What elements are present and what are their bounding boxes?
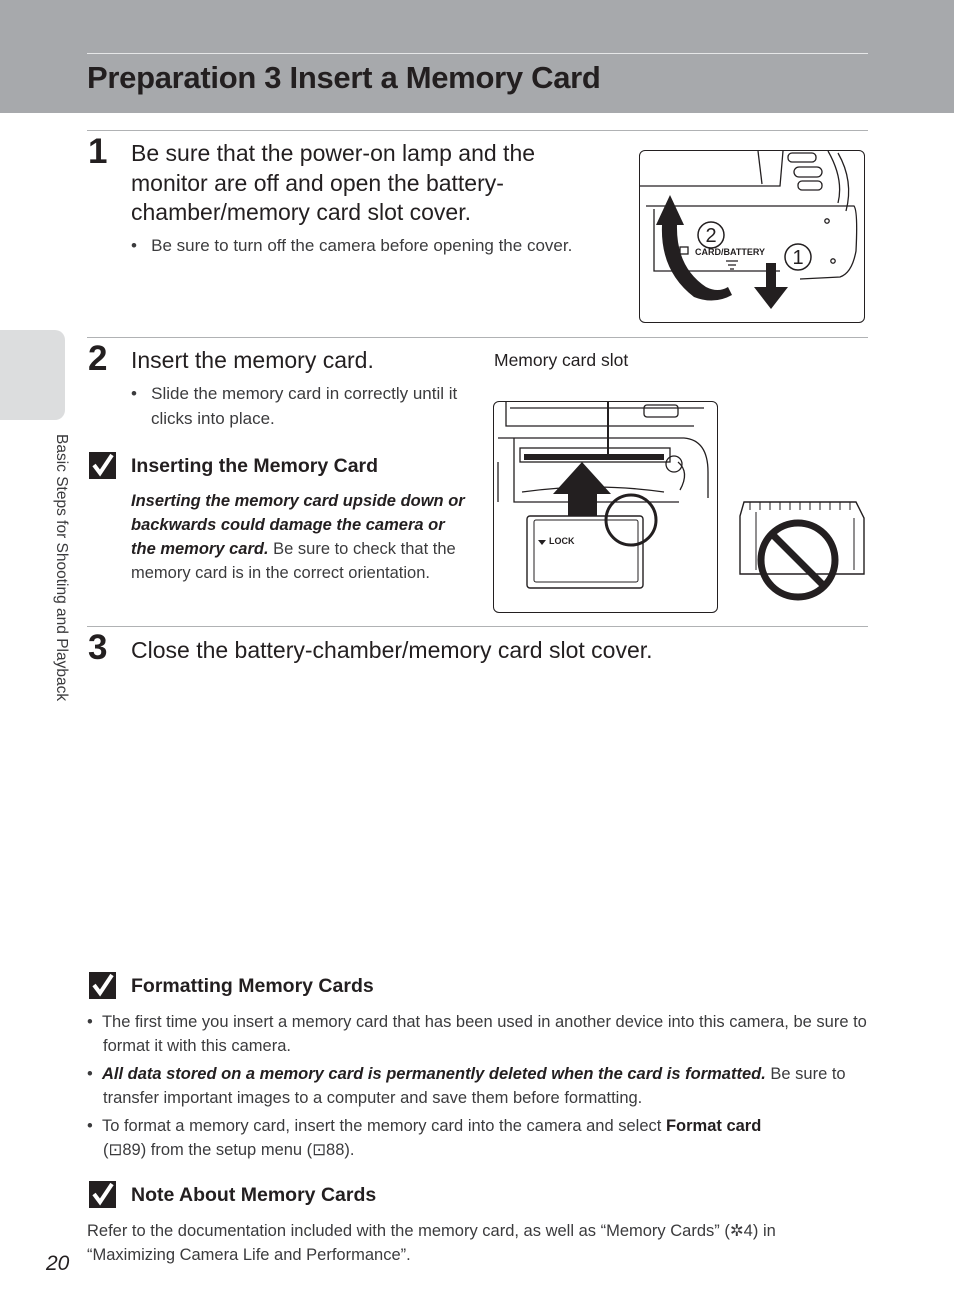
step-a-label: 2	[705, 225, 717, 247]
format-bullet-3-text-a: To format a memory card, insert the memory card into the camera and select	[101, 1117, 666, 1135]
slide-down-arrow	[754, 263, 788, 309]
step-3-number: 3	[88, 628, 108, 667]
insert-arrow	[553, 462, 611, 522]
step-3-heading: Close the battery-chamber/memory card slot cover.	[131, 637, 653, 663]
card-slot-drawing	[494, 402, 717, 612]
page-ref-1[interactable]: 89	[122, 1141, 141, 1159]
step-2-bullet: • Slide the memory card in correctly until it clicks into place.	[131, 384, 458, 428]
format-bullet-3-text-c: ) from the setup menu (	[140, 1141, 313, 1159]
note-insert-text: Be sure to check that the memory card is in the correct orientation.	[131, 540, 456, 582]
slot-leader-line	[607, 401, 609, 459]
page-ref-2[interactable]: 88	[326, 1141, 345, 1159]
header-band	[0, 0, 954, 113]
memory-card	[527, 516, 643, 588]
camera-cover-illustration	[639, 150, 865, 323]
divider	[87, 626, 868, 627]
caution-icon	[89, 1181, 116, 1213]
note-about-text-b: ) in “Maximizing Camera Life and Performance”.	[87, 1222, 776, 1264]
section-label: Basic Steps for Shooting and Playback	[53, 434, 70, 702]
page-title: Preparation 3 Insert a Memory Card	[87, 60, 601, 95]
section-tab	[0, 330, 65, 420]
format-bullet-2-text: Be sure to transfer important images to a computer and save them before formatting.	[103, 1065, 846, 1107]
format-bullet-3: • To format a memory card, insert the memory card into the camera and select Format card (⊡89) from the setup menu (⊡88).	[87, 1117, 762, 1159]
format-bullet-3-text-b: (	[103, 1141, 109, 1159]
step-b-label: 1	[792, 247, 804, 269]
page-ref-icon: ⊡	[312, 1141, 327, 1159]
caution-icon	[89, 972, 116, 1004]
step-1-bullet-text: Be sure to turn off the camera before opening the cover.	[151, 236, 573, 255]
note-about-title: Note About Memory Cards	[131, 1184, 377, 1206]
format-bullet-1: • The first time you insert a memory card that has been used in another device into this camera, be sure to format it with this camera.	[87, 1013, 867, 1055]
note-format-title: Formatting Memory Cards	[131, 975, 374, 997]
divider	[87, 337, 868, 338]
step-1-heading	[131, 139, 591, 228]
format-bullet-1-text: The first time you insert a memory card that has been used in another device into this camera, be sure to format it with this camera.	[101, 1013, 867, 1055]
card-insert-illustration	[493, 401, 718, 613]
step-1-bullet: • Be sure to turn off the camera before opening the cover.	[131, 236, 573, 255]
note-insert-warning: Inserting the memory card upside down or backwards could damage the camera or the memory card.	[131, 492, 465, 558]
tip-page-ref[interactable]: 4	[743, 1222, 753, 1240]
memory-card-slot-caption: Memory card slot	[494, 350, 629, 370]
format-card-menu-item: Format card	[665, 1117, 762, 1135]
note-format-body	[87, 1010, 867, 1162]
caution-icon	[89, 452, 116, 484]
step-1-line: Be sure that the power-on lamp and the	[131, 140, 536, 166]
note-about-body	[87, 1219, 857, 1267]
format-bullet-2: • All data stored on a memory card is permanently deleted when the card is formatted. Be sure to transfer important images to a computer and save them before formatting.	[87, 1065, 846, 1107]
camera-bottom-drawing	[640, 151, 864, 322]
page-number: 20	[46, 1252, 70, 1275]
format-bullet-2-warning: All data stored on a memory card is permanently deleted when the card is formatted.	[101, 1065, 766, 1083]
card-battery-label: CARD/BATTERY	[695, 247, 765, 257]
step-1-line: chamber/memory card slot cover.	[131, 199, 472, 225]
note-insert-body	[131, 489, 471, 585]
note-about-text-a: Refer to the documentation included with the memory card, as well as “Memory Cards” (	[87, 1222, 730, 1240]
wrong-orientation-illustration	[734, 496, 870, 611]
card-backwards-drawing	[734, 496, 870, 606]
divider	[87, 130, 868, 131]
slot-opening	[524, 454, 664, 460]
lock-label: LOCK	[549, 536, 575, 546]
format-bullet-3-text-d: ).	[344, 1141, 355, 1159]
step-2-bullet-text: Slide the memory card in correctly until it clicks into place.	[151, 384, 458, 428]
page-ref-icon: ⊡	[108, 1141, 123, 1159]
step-2-number: 2	[88, 339, 108, 378]
tip-icon: ✲	[729, 1222, 744, 1240]
header-rule	[87, 53, 868, 54]
step-1-number: 1	[88, 132, 108, 171]
step-1-line: monitor are off and open the battery-	[131, 169, 504, 196]
step-2-heading: Insert the memory card.	[131, 347, 374, 373]
note-insert-title: Inserting the Memory Card	[131, 455, 379, 477]
